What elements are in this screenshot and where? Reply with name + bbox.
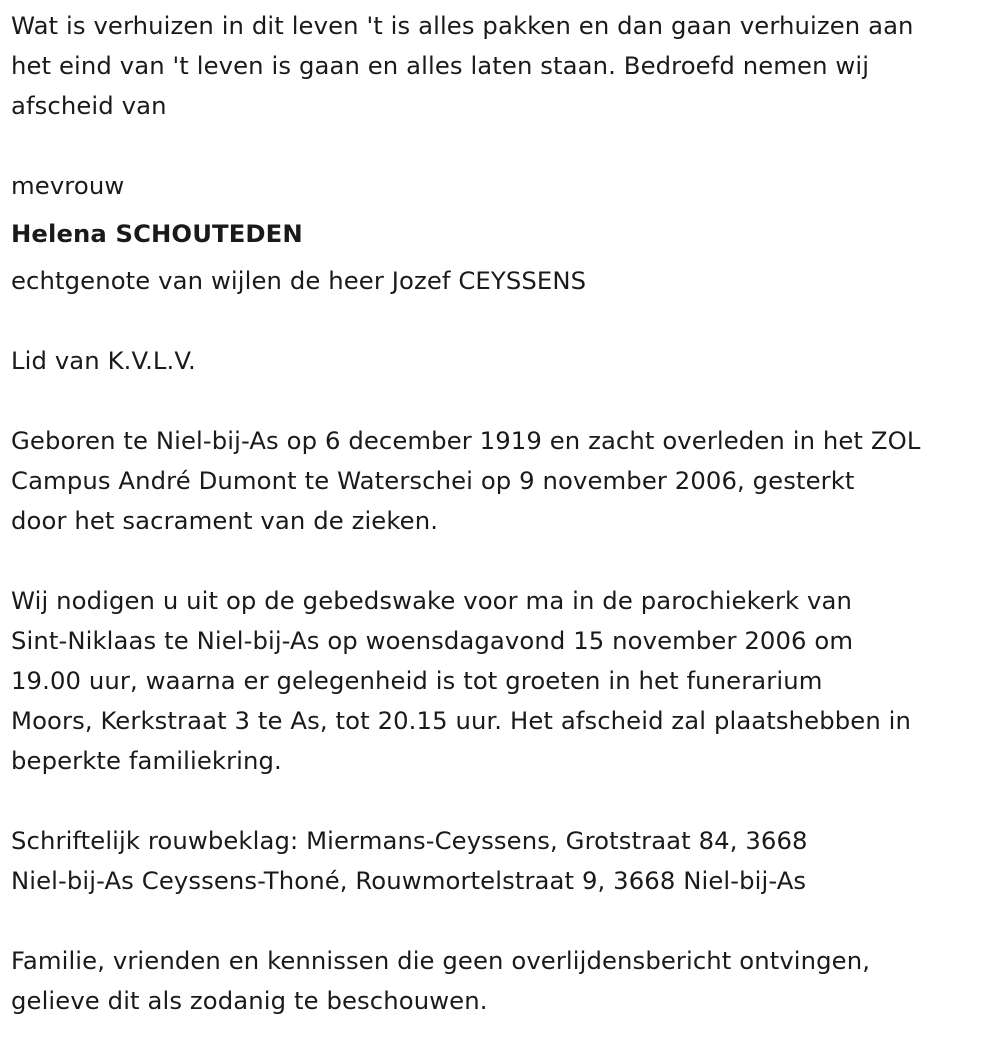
invitation-paragraph (11, 581, 1000, 781)
closing-line: Familie, vrienden en kennissen die geen overlijdensbericht ontvingen, (11, 946, 871, 975)
membership-text: Lid van K.V.L.V. (11, 346, 196, 375)
invitation-line: Wij nodigen u uit op de gebedswake voor ma in de parochiekerk van (11, 586, 852, 615)
condolences-paragraph (11, 821, 1000, 901)
birth-death-line: Campus André Dumont te Waterschei op 9 november 2006, gesterkt (11, 466, 855, 495)
intro-line: afscheid van (11, 91, 167, 120)
intro-line: het eind van 't leven is gaan en alles laten staan. Bedroefd nemen wij (11, 51, 870, 80)
birth-death-paragraph (11, 421, 1000, 541)
paragraph-spacer (11, 126, 1000, 166)
deceased-name: Helena SCHOUTEDEN (11, 219, 303, 248)
condolences-line: Niel-bij-As Ceyssens-Thoné, Rouwmortelstraat 9, 3668 Niel-bij-As (11, 866, 807, 895)
paragraph-spacer (11, 541, 1000, 581)
invitation-line: 19.00 uur, waarna er gelegenheid is tot groeten in het funerarium (11, 666, 823, 695)
paragraph-spacer (11, 381, 1000, 421)
deceased-relation: echtgenote van wijlen de heer Jozef CEYSSENS (11, 266, 587, 295)
birth-death-line: door het sacrament van de zieken. (11, 506, 439, 535)
condolences-line: Schriftelijk rouwbeklag: Miermans-Ceyssens, Grotstraat 84, 3668 (11, 826, 808, 855)
invitation-line: Sint-Niklaas te Niel-bij-As op woensdagavond 15 november 2006 om (11, 626, 854, 655)
invitation-line: beperkte familiekring. (11, 746, 282, 775)
intro-line: Wat is verhuizen in dit leven 't is alles pakken en dan gaan verhuizen aan (11, 11, 914, 40)
closing-paragraph (11, 941, 1000, 1021)
birth-death-line: Geboren te Niel-bij-As op 6 december 1919 en zacht overleden in het ZOL (11, 426, 921, 455)
intro-paragraph (11, 6, 1000, 126)
deceased-title: mevrouw (11, 171, 125, 200)
invitation-line: Moors, Kerkstraat 3 te As, tot 20.15 uur. Het afscheid zal plaatshebben in (11, 706, 911, 735)
paragraph-spacer (11, 901, 1000, 941)
paragraph-spacer (11, 301, 1000, 341)
closing-line: gelieve dit als zodanig te beschouwen. (11, 986, 488, 1015)
paragraph-spacer (11, 781, 1000, 821)
